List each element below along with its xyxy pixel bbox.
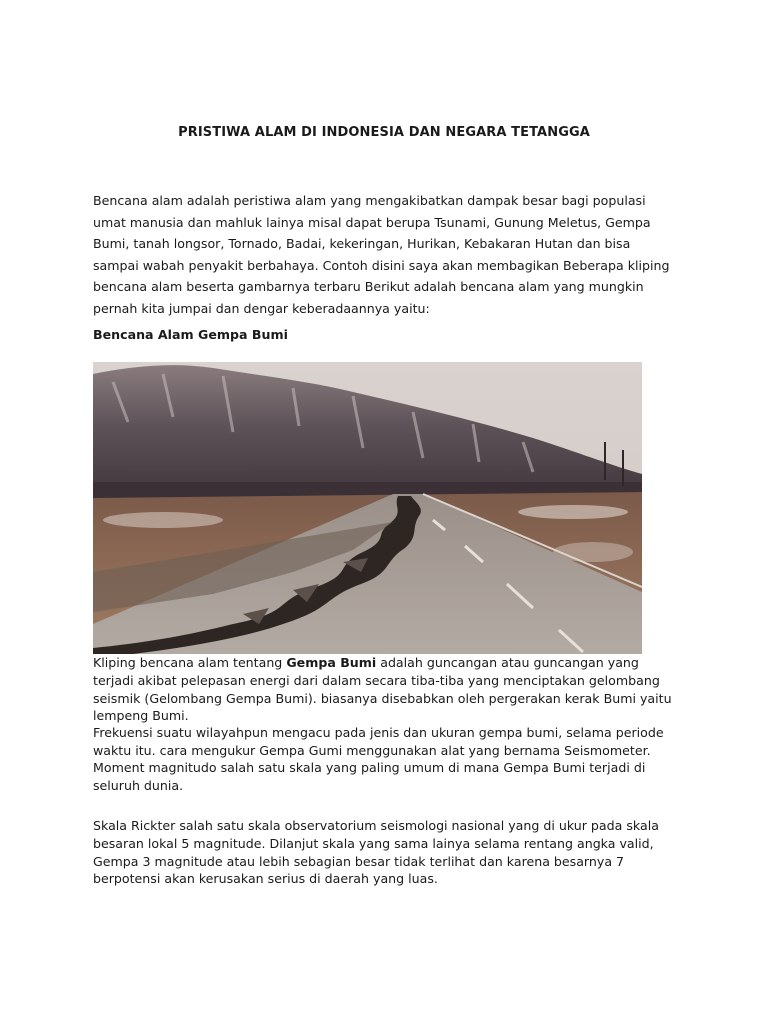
earthquake-photo [93,362,642,654]
paragraph1-text-after: adalah guncangan atau guncangan yang terjadi akibat pelepasan energi dari dalam secara tiba-tiba yang menciptakan gelombang seismik (Gelombang Gempa Bumi). biasanya disebabkan oleh pergerakan kerak Bumi yaitu lempeng Bumi. [93,655,672,724]
moment-magnitudo-paragraph: Moment magnitudo salah satu skala yang paling umum di mana Gempa Bumi terjadi di seluruh dunia. [93,760,646,793]
section-heading: Bencana Alam Gempa Bumi [93,327,288,342]
intro-paragraph: Bencana alam adalah peristiwa alam yang mengakibatkan dampak besar bagi populasi umat manusia dan mahluk lainya misal dapat berupa Tsunami, Gunung Meletus, Gempa Bumi, tanah longsor, Tornado, Badai, kekeringan, Hurikan, Kebakaran Hutan dan bisa sampai wabah penyakit berbahaya. Contoh disini saya akan membagikan Beberapa kliping bencana alam beserta gambarnya terbaru Berikut adalah bencana alam yang mungkin pernah kita jumpai dan dengar keberadaannya yaitu: [93,193,670,316]
document-title: PRISTIWA ALAM DI INDONESIA DAN NEGARA TETANGGA [178,125,590,140]
gempa-bumi-bold-term: Gempa Bumi [286,655,377,670]
skala-rickter-paragraph: Skala Rickter salah satu skala observatorium seismologi nasional yang di ukur pada skala besaran lokal 5 magnitude. Dilanjut skala yang sama lainya selama rentang angka valid, Gempa 3 magnitude atau lebih sebagian besar tidak terlihat dan karena besarnya 7 berpotensi akan kerusakan serius di daerah yang luas. [93,818,659,887]
gempa-bumi-definition-paragraph [93,654,678,725]
frekuensi-paragraph: Frekuensi suatu wilayahpun mengacu pada jenis dan ukuran gempa bumi, selama periode waktu itu. cara mengukur Gempa Gumi menggunakan alat yang bernama Seismometer. [93,725,664,758]
paragraph1-text-before: Kliping bencana alam tentang [93,655,287,670]
